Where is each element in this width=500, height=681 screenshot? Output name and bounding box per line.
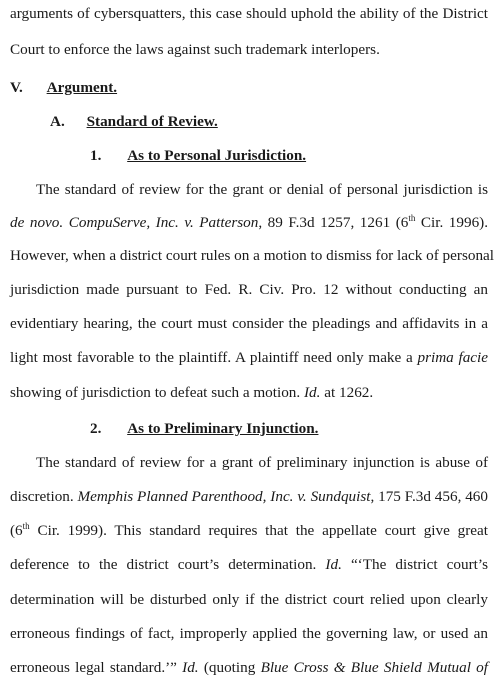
section-heading-v [10, 78, 117, 97]
text-line: evidentiary hearing, the court must consider the pleadings and affidavits in a [10, 315, 488, 332]
text-line: (6th Cir. 1999). This standard requires that the appellate court give great [10, 520, 488, 539]
section-number: 2. [90, 420, 102, 437]
section-heading-a [50, 112, 218, 131]
text-line: However, when a district court rules on a motion to dismiss for lack of personal [10, 247, 495, 264]
text-line: discretion. Memphis Planned Parenthood, Inc. v. Sundquist, 175 F.3d 456, 460 [10, 488, 488, 505]
text-line: jurisdiction made pursuant to Fed. R. Civ. Pro. 12 without conducting an [10, 281, 488, 298]
text-line: erroneous findings of fact, improperly applied the governing law, or used an [10, 625, 488, 642]
section-number: V. [10, 79, 23, 96]
section-title: Standard of Review. [86, 113, 218, 130]
text-line: arguments of cybersquatters, this case should uphold the ability of the District [10, 5, 488, 22]
text-line: showing of jurisdiction to defeat such a motion. Id. at 1262. [10, 384, 374, 401]
section-title: Argument. [46, 79, 118, 96]
text-line: de novo. CompuServe, Inc. v. Patterson, 89 F.3d 1257, 1261 (6th Cir. 1996). [10, 212, 489, 231]
text-line: determination will be disturbed only if the district court relied upon clearly [10, 591, 488, 608]
text-line: erroneous legal standard.’” Id. (quoting Blue Cross & Blue Shield Mutual of [10, 659, 488, 676]
section-title: As to Preliminary Injunction. [127, 420, 319, 437]
section-heading-1 [90, 146, 306, 165]
text-line: deference to the district court’s determination. Id. “‘The district court’s [10, 556, 488, 573]
section-number: A. [50, 113, 65, 130]
text-line: Court to enforce the laws against such trademark interlopers. [10, 41, 380, 58]
text-line: The standard of review for the grant or denial of personal jurisdiction is [36, 181, 488, 198]
section-title: As to Personal Jurisdiction. [127, 147, 307, 164]
section-number: 1. [90, 147, 102, 164]
section-heading-2 [90, 419, 318, 438]
text-line: The standard of review for a grant of preliminary injunction is abuse of [36, 454, 488, 471]
text-line: light most favorable to the plaintiff. A plaintiff need only make a prima facie [10, 349, 488, 366]
